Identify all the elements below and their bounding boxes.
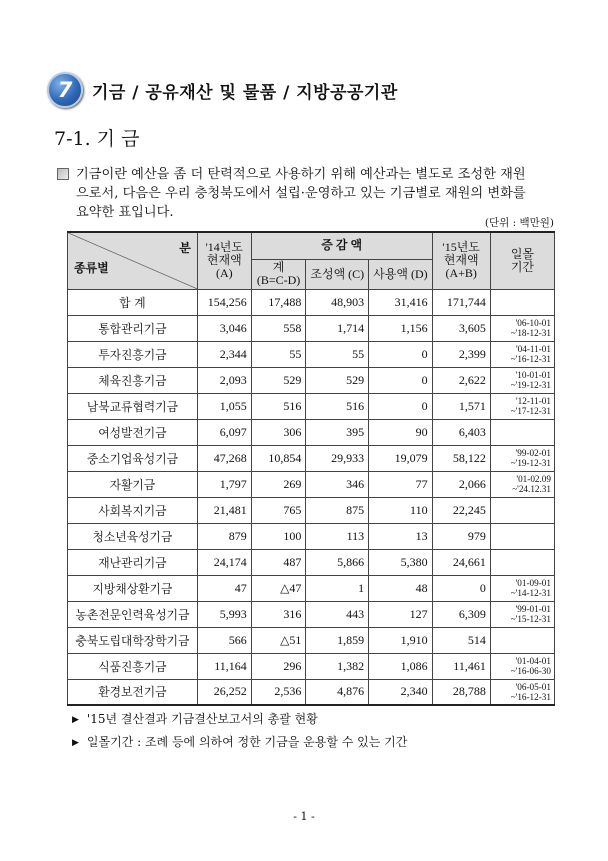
intro-line: 기금이란 예산을 좀 더 탄력적으로 사용하기 위해 예산과는 별도로 조성한 재원 [76, 167, 526, 182]
expiry-period-cell [490, 549, 554, 575]
value-2015-cell: 28,788 [432, 679, 490, 705]
intro-paragraph [57, 165, 557, 222]
expiry-period-line: ~'24.12.31 [512, 484, 551, 494]
triangle-bullet-icon: ▶ [72, 738, 79, 748]
used-cell: 48 [369, 575, 432, 601]
value-2014-cell: 21,481 [197, 497, 251, 523]
value-2015-cell: 11,461 [432, 653, 490, 679]
expiry-period-line: ~'19-12-31 [510, 458, 551, 468]
fund-table [67, 231, 555, 706]
footnote [72, 733, 407, 750]
col-header-14-line: '14년도 [205, 240, 243, 255]
raised-cell: 48,903 [306, 289, 369, 315]
value-2014-cell: 3,046 [197, 315, 251, 341]
raised-cell: 1,714 [306, 315, 369, 341]
expiry-period-line: ~'16-12-31 [510, 354, 551, 364]
used-cell: 110 [369, 497, 432, 523]
table-row [68, 601, 555, 627]
corner-header-top: 분 [179, 241, 191, 255]
used-cell: 0 [369, 367, 432, 393]
change-total-cell: 2,536 [251, 679, 306, 705]
change-total-cell: 269 [251, 471, 306, 497]
expiry-period-cell [490, 445, 554, 471]
fund-name-cell: 여성발전기금 [68, 419, 198, 445]
page-number: - 1 - [293, 810, 315, 823]
expiry-period-line: '06-10-01 [515, 318, 551, 328]
used-cell: 13 [369, 523, 432, 549]
value-2015-cell: 24,661 [432, 549, 490, 575]
raised-cell: 346 [306, 471, 369, 497]
expiry-period-line: ~'16-06-30 [510, 666, 551, 676]
change-total-cell: 306 [251, 419, 306, 445]
fund-name-cell: 지방채상환기금 [68, 575, 198, 601]
col-header-14-line: 현재액 [206, 253, 242, 268]
intro-line: 으로서, 다음은 우리 충청북도에서 설립·운영하고 있는 기금별로 재원의 변화를 [76, 186, 526, 201]
expiry-period-line: '04-11-01 [516, 344, 551, 354]
used-cell: 90 [369, 419, 432, 445]
expiry-period-line: ~'19-12-31 [510, 380, 551, 390]
intro-line: 요약한 표입니다. [76, 205, 174, 220]
value-2014-cell: 5,993 [197, 601, 251, 627]
expiry-period-line: '99-02-01 [515, 448, 551, 458]
value-2014-cell: 1,055 [197, 393, 251, 419]
fund-name-cell: 충북도립대학장학기금 [68, 627, 198, 653]
col-header-15-line: (A+B) [445, 266, 477, 281]
col-header-expiry [490, 232, 554, 289]
value-2014-cell: 154,256 [197, 289, 251, 315]
table-row [68, 653, 555, 679]
value-2015-cell: 1,571 [432, 393, 490, 419]
col-header-15 [432, 232, 490, 289]
value-2015-cell: 3,605 [432, 315, 490, 341]
raised-cell: 529 [306, 367, 369, 393]
change-total-cell: 316 [251, 601, 306, 627]
fund-table-body [68, 289, 555, 705]
table-row [68, 367, 555, 393]
expiry-period-cell [490, 419, 554, 445]
raised-cell: 5,866 [306, 549, 369, 575]
fund-name-cell: 중소기업육성기금 [68, 445, 198, 471]
fund-name-cell: 체육진흥기금 [68, 367, 198, 393]
used-cell: 31,416 [369, 289, 432, 315]
col-header-15-line: '15년도 [442, 240, 480, 255]
value-2015-cell: 979 [432, 523, 490, 549]
fund-name-cell: 재난관리기금 [68, 549, 198, 575]
fund-name-cell: 투자진흥기금 [68, 341, 198, 367]
fund-name-cell: 자활기금 [68, 471, 198, 497]
value-2014-cell: 47 [197, 575, 251, 601]
chapter-heading [47, 72, 398, 108]
value-2014-cell: 11,164 [197, 653, 251, 679]
value-2015-cell: 58,122 [432, 445, 490, 471]
value-2014-cell: 47,268 [197, 445, 251, 471]
used-cell: 1,086 [369, 653, 432, 679]
value-2014-cell: 566 [197, 627, 251, 653]
used-cell: 1,910 [369, 627, 432, 653]
used-cell: 0 [369, 341, 432, 367]
table-row [68, 471, 555, 497]
expiry-period-cell [490, 575, 554, 601]
table-row [68, 445, 555, 471]
fund-name-cell: 합 계 [68, 289, 198, 315]
fund-name-cell: 남북교류협력기금 [68, 393, 198, 419]
expiry-period-cell [490, 627, 554, 653]
used-cell: 127 [369, 601, 432, 627]
section-title: 7-1. 기 금 [54, 128, 140, 150]
change-total-cell: 296 [251, 653, 306, 679]
col-header-total-line: 계 [272, 260, 285, 274]
used-cell: 2,340 [369, 679, 432, 705]
expiry-period-line: '01-09-01 [515, 578, 551, 588]
col-header-total-line: (B=C-D) [256, 273, 301, 287]
col-header-15-line: 현재액 [443, 253, 479, 268]
col-header-14-line: (A) [215, 266, 233, 281]
change-total-cell: 516 [251, 393, 306, 419]
corner-header-bottom: 종류별 [74, 260, 109, 275]
change-total-cell: 55 [251, 341, 306, 367]
expiry-period-line: ~'14-12-31 [510, 588, 551, 598]
value-2014-cell: 26,252 [197, 679, 251, 705]
table-row [68, 393, 555, 419]
used-cell: 1,156 [369, 315, 432, 341]
col-header-expiry-line: 기간 [510, 259, 535, 274]
used-cell: 0 [369, 393, 432, 419]
expiry-period-line: '12-11-01 [516, 396, 551, 406]
value-2015-cell: 2,622 [432, 367, 490, 393]
raised-cell: 1 [306, 575, 369, 601]
used-cell: 19,079 [369, 445, 432, 471]
table-row [68, 497, 555, 523]
change-total-cell: 487 [251, 549, 306, 575]
table-row [68, 575, 555, 601]
footnote [72, 710, 318, 727]
raised-cell: 113 [306, 523, 369, 549]
corner-header [68, 232, 198, 289]
table-row [68, 679, 555, 705]
expiry-period-cell [490, 315, 554, 341]
fund-name-cell: 환경보전기금 [68, 679, 198, 705]
expiry-period-cell [490, 497, 554, 523]
value-2015-cell: 6,403 [432, 419, 490, 445]
expiry-period-line: ~'16-12-31 [510, 691, 551, 702]
expiry-period-line: ~'17-12-31 [510, 406, 551, 416]
expiry-period-cell [490, 601, 554, 627]
col-header-raise: 조성액 (C) [306, 259, 369, 289]
value-2014-cell: 879 [197, 523, 251, 549]
table-row [68, 289, 555, 315]
used-cell: 77 [369, 471, 432, 497]
table-row [68, 419, 555, 445]
value-2015-cell: 22,245 [432, 497, 490, 523]
expiry-period-line: '01-02.09 [516, 474, 551, 484]
change-total-cell: △47 [251, 575, 306, 601]
value-2014-cell: 2,344 [197, 341, 251, 367]
unit-label: (단위 : 백만원) [484, 217, 554, 229]
expiry-period-cell [490, 679, 554, 705]
col-header-change: 증 감 액 [251, 232, 432, 259]
value-2014-cell: 2,093 [197, 367, 251, 393]
value-2015-cell: 2,066 [432, 471, 490, 497]
value-2015-cell: 6,309 [432, 601, 490, 627]
table-row [68, 341, 555, 367]
raised-cell: 443 [306, 601, 369, 627]
raised-cell: 516 [306, 393, 369, 419]
raised-cell: 395 [306, 419, 369, 445]
raised-cell: 875 [306, 497, 369, 523]
raised-cell: 1,382 [306, 653, 369, 679]
change-total-cell: 529 [251, 367, 306, 393]
change-total-cell: △51 [251, 627, 306, 653]
fund-name-cell: 농촌전문인력육성기금 [68, 601, 198, 627]
table-row [68, 549, 555, 575]
expiry-period-cell [490, 471, 554, 497]
expiry-period-cell [490, 289, 554, 315]
value-2014-cell: 6,097 [197, 419, 251, 445]
fund-name-cell: 식품진흥기금 [68, 653, 198, 679]
raised-cell: 1,859 [306, 627, 369, 653]
triangle-bullet-icon: ▶ [72, 715, 79, 725]
used-cell: 5,380 [369, 549, 432, 575]
footnote-text: '15년 결산결과 기금결산보고서의 총괄 현황 [86, 712, 318, 726]
raised-cell: 4,876 [306, 679, 369, 705]
change-total-cell: 558 [251, 315, 306, 341]
change-total-cell: 10,854 [251, 445, 306, 471]
expiry-period-line: ~'18-12-31 [510, 328, 551, 338]
change-total-cell: 17,488 [251, 289, 306, 315]
fund-name-cell: 통합관리기금 [68, 315, 198, 341]
value-2014-cell: 24,174 [197, 549, 251, 575]
expiry-period-cell [490, 341, 554, 367]
expiry-period-cell [490, 393, 554, 419]
value-2014-cell: 1,797 [197, 471, 251, 497]
expiry-period-line: '99-01-01 [515, 604, 551, 614]
chapter-title: 기금 / 공유재산 및 물품 / 지방공공기관 [92, 82, 398, 103]
table-row [68, 627, 555, 653]
value-2015-cell: 171,744 [432, 289, 490, 315]
expiry-period-cell [490, 367, 554, 393]
fund-name-cell: 청소년육성기금 [68, 523, 198, 549]
expiry-period-line: '06-05-01 [515, 681, 551, 692]
value-2015-cell: 2,399 [432, 341, 490, 367]
raised-cell: 29,933 [306, 445, 369, 471]
change-total-cell: 100 [251, 523, 306, 549]
square-bullet-icon [57, 168, 69, 180]
expiry-period-cell [490, 523, 554, 549]
expiry-period-line: ~'15-12-31 [510, 614, 551, 624]
table-row [68, 315, 555, 341]
expiry-period-line: '10-01-01 [515, 370, 551, 380]
value-2015-cell: 0 [432, 575, 490, 601]
table-row [68, 523, 555, 549]
raised-cell: 55 [306, 341, 369, 367]
col-header-14 [197, 232, 251, 289]
expiry-period-cell [490, 653, 554, 679]
expiry-period-line: '01-04-01 [515, 656, 551, 666]
value-2015-cell: 514 [432, 627, 490, 653]
col-header-use: 사용액 (D) [369, 259, 432, 289]
col-header-total [251, 259, 306, 289]
fund-name-cell: 사회복지기금 [68, 497, 198, 523]
col-header-expiry-line: 일몰 [510, 246, 535, 261]
change-total-cell: 765 [251, 497, 306, 523]
chapter-number-badge: 7 [47, 72, 83, 108]
footnote-text: 일몰기간 : 조례 등에 의하여 정한 기금을 운용할 수 있는 기간 [86, 735, 408, 749]
